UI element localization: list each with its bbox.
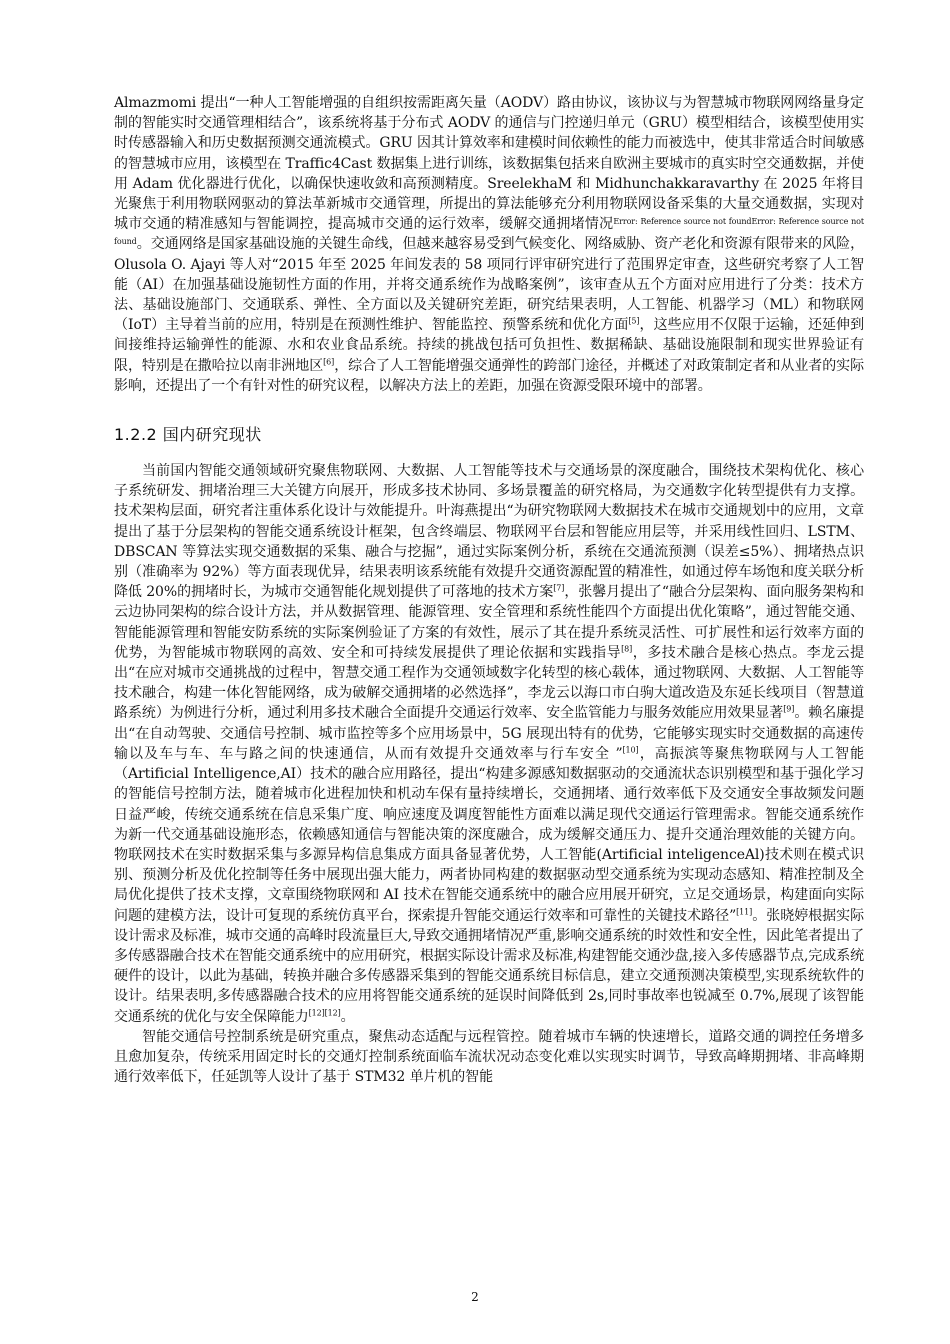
citation-5: [5] <box>628 316 640 326</box>
citation-7: [7] <box>553 583 565 593</box>
paragraph-text: Almazmomi 提出“一种人工智能增强的自组织按需距离矢量（AODV）路由协议，该协议与为智慧城市物联网网络量身定制的智能实时交通管理相结合”，该系统将基于分布式 AODV 的通信与门控递归单元（GRU）模型相结合，该模型使用实时传感器输入和历史数据预测交通流模式。GRU 因其计算效率和建模时间依赖性的能力而被选中，使其非常适合时间敏感的智慧城市应用，该模型在 Traffic4Cast 数据集上进行训练，该数据集包括来自欧洲主要城市的真实时空交通数据，并使用 Adam 优化器进行优化，以确保快速收敛和高预测精度。SreelekhaM 和 Midhunchakkaravarthy 在 2025 年将目光聚焦于利用物联网驱动的算法革新城市交通管理，所提出的算法能够充分利用物联网设备采集的大量交通数据，实现对城市交通的精准感知与智能调控，提高城市交通的运行效率，缓解交通拥堵情况 <box>114 95 864 233</box>
paragraph-text: 。张晓婷根据实际设计需求及标准，城市交通的高峰时段流量巨大,导致交通拥堵情况严重,影响交通系统的时效性和安全性，因此笔者提出了多传感器融合技术在智能交通系统中的应用研究，根据实际设计需求及标准,构建智能交通沙盘,接入多传感器节点,完成系统硬件的设计，以此为基础，转换并融合多传感器采集到的智能交通系统目标信息，建立交通预测决策模型,实现系统软件的设计。结果表明,多传感器融合技术的应用将智能交通系统的延误时间降低到 2s,同时事故率也锐减至 0.7%,展现了该智能交通系统的优化与安全保障能力 <box>114 907 865 1025</box>
paragraph-text: ，综合了人工智能增强交通弹性的跨部门途径，并概述了对政策制定者和从业者的实际影响，还提出了一个有针对性的研究议程，以解决方法上的差距，加强在资源受限环境中的部署。 <box>114 357 864 394</box>
paragraph-text: 当前国内智能交通领域研究聚焦物联网、大数据、人工智能等技术与交通场景的深度融合，围绕技术架构优化、核心子系统研发、拥堵治理三大关键方向展开，形成多技术协同、多场景覆盖的研究格局，为交通数字化转型提供有力支撑。技术架构层面，研究者注重体系化设计与效能提升。叶海燕提出“为研究物联网大数据技术在城市交通规划中的应用，文章提出了基于分层架构的智能交通系统设计框架，包含终端层、物联网平台层和智能应用层等，并采用线性回归、LSTM、DBSCAN 等算法实现交通数据的采集、融合与挖掘”，通过实际案例分析，系统在交通流预测（误差≤5%）、拥堵热点识别（准确率为 92%）等方面表现优异，结果表明该系统能有效提升交通资源配置的精准性，如通过停车场饱和度关联分析降低 20%的拥堵时长，为城市交通智能化规划提供了可落地的技术方案 <box>114 463 864 601</box>
paragraph-signal-control: 智能交通信号控制系统是研究重点，聚焦动态适配与远程管控。随着城市车辆的快速增长，道路交通的调控任务增多且愈加复杂，传统采用固定时长的交通灯控制系统面临车流状况动态变化难以实现实时调节，导致高峰期拥堵、非高峰期通行效率低下，任延凯等人设计了基于 STM32 单片机的智能 <box>114 1028 864 1086</box>
page-content <box>114 93 864 1087</box>
citation-11: [11] <box>736 906 753 916</box>
paragraph-text: 。 <box>340 1008 355 1025</box>
paragraph-text: 。交通网络是国家基础设施的关键生命线，但越来越容易受到气候变化、网络威胁、资产老化和资源有限带来的风险，Olusola O. Ajayi 等人对“2015 年至 2025 年间发表的 58 项同行评审研究进行了范围界定审查，这些研究考察了人工智能（AI）在加强基础设施韧性方面的作用，并将交通系统作为战略案例”，该审查从五个方面对应用进行了分类：技术方法、基础设施部门、交通联系、弹性、全方面以及关键研究差距，研究结果表明，人工智能、机器学习（ML）和物联网（IoT）主导着当前的应用，特别是在预测性维护、智能监控、预警系统和优化方面 <box>114 236 864 334</box>
paragraph-domestic-research <box>114 461 864 1027</box>
reference-error: Error: Reference source not foundError: Reference source not found <box>114 217 864 247</box>
paragraph-text: ，多技术融合是核心热点。李龙云提出“在应对城市交通挑战的过程中，智慧交通工程作为交通领域数字化转型的核心载体，通过物联网、大数据、人工智能等技术融合，构建一体化智能网络，成为破解交通拥堵的必然选择”，李龙云以海口市白驹大道改造及东延长线项目（智慧道路系统）为例进行分析，通过利用多技术融合全面提升交通运行效率、安全监管能力与服务效能应用效果显著 <box>114 644 864 722</box>
paragraph-text: ，这些应用不仅限于运输，还延伸到间接维持运输弹性的能源、水和农业食品系统。持续的挑战包括可负担性、数据稀缺、基础设施限制和现实世界验证有限，特别是在撒哈拉以南非洲地区 <box>114 317 864 374</box>
paragraph-international-research <box>114 93 864 396</box>
paragraph-text: 。赖名廉提出“在自动驾驶、交通信号控制、城市监控等多个应用场景中，5G 展现出特有的优势，它能够实现实时交通数据的高速传输以及车与车、车与路之间的快速通信，从而有效提升交通效率与行车安全 ” <box>114 705 865 762</box>
paragraph-text: ，高振滨等聚焦物联网与人工智能（Artificial Intelligence,AI）技术的融合应用路径，提出“构建多源感知数据驱动的交通流状态识别模型和基于强化学习的智能信号控制方法，随着城市化进程加快和机动车保有量持续增长，交通拥堵、通行效率低下及交通安全事故频发问题日益严峻，传统交通系统在信息采集广度、响应速度及调度智能性方面难以满足现代交通运行管理需求。智能交通系统作为新一代交通基础设施形态，依赖感知通信与智能决策的深度融合，成为缓解交通压力、提升交通治理效能的关键方向。物联网技术在实时数据采集与多源异构信息集成方面具备显著优势，人工智能(Artificial inteligenceAl)技术则在模式识别、预测分析及优化控制等任务中展现出强大能力，两者协同构建的数据驱动型交通系统为实现动态感知、精准控制及全局优化提供了技术支撑，文章围绕物联网和 AI 技术在智能交通系统中的融合应用展开研究，立足交通场景，构建面向实际问题的建模方法，设计可复现的系统仿真平台，探索提升智能交通运行效率和可靠性的关键技术路径” <box>114 745 865 924</box>
citation-10: [10] <box>622 745 639 755</box>
citation-6: [6] <box>323 356 335 366</box>
paragraph-text: ，张馨月提出了“融合分层架构、面向服务架构和云边协同架构的综合设计方法，并从数据管理、能源管理、安全管理和系统性能四个方面提出优化策略”，通过智能交通、智能能源管理和智能安防系统的实际案例验证了方案的有效性，展示了其在提升系统灵活性、可扩展性和运行效率方面的优势，为智能城市物联网的高效、安全和可持续发展提供了理论依据和实践指导 <box>114 584 864 661</box>
section-heading: 1.2.2 国内研究现状 <box>114 425 262 445</box>
citation-9: [9] <box>783 704 795 714</box>
citation-8: [8] <box>621 644 633 654</box>
citation-12: [12][12] <box>308 1007 341 1017</box>
page-number: 2 <box>471 1290 479 1304</box>
